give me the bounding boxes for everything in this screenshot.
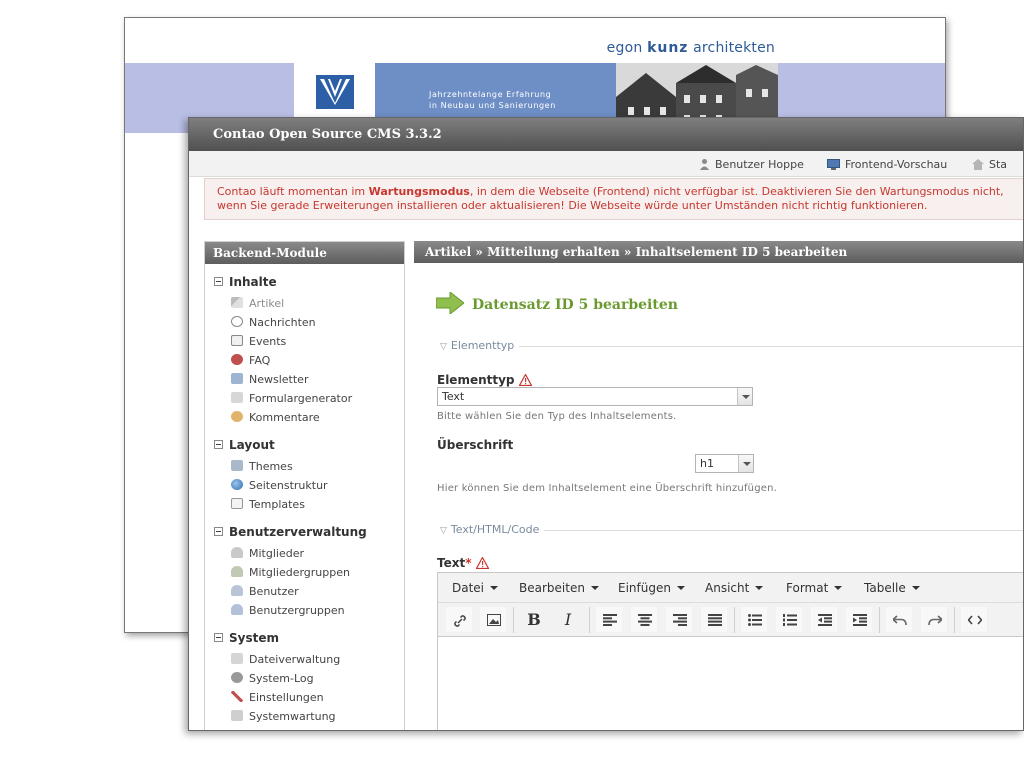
toolbar-user-link[interactable]: Benutzer Hoppe [699,158,804,171]
field-type-help: Bitte wählen Sie den Typ des Inhaltselements. [437,411,677,422]
align-right-icon [673,614,687,626]
sidebar-item-nachrichten[interactable]: Nachrichten [231,316,316,329]
editor-menubar [438,573,1024,603]
insert-link-button[interactable] [446,607,472,632]
sidebar-item-kommentare[interactable]: Kommentare [231,411,320,424]
toolbar-frontend-preview-link[interactable]: Frontend-Vorschau [827,158,947,171]
link-icon [453,614,467,628]
site-slogan-line2: in Neubau und Sanierungen [429,101,556,110]
warning-icon [476,557,489,569]
sidebar-item-systemwartung[interactable]: Systemwartung [231,710,336,723]
faq-icon [231,354,243,365]
files-icon [231,653,243,664]
editor-toolbar [438,603,1024,637]
cms-top-toolbar [189,151,1023,177]
legend-elementtyp[interactable]: ▽ Elementtyp [440,339,515,352]
chevron-down-icon [737,388,752,405]
menu-format[interactable]: Format [786,581,842,595]
sidebar-item-benutzer[interactable]: Benutzer [231,585,299,598]
undo-icon [893,614,907,626]
italic-button[interactable]: I [564,610,572,629]
toolbar-separator [513,607,514,633]
backend-modules-sidebar [204,241,405,731]
user-icon [699,158,710,170]
code-icon [968,614,982,626]
cms-window [188,117,1024,731]
toolbar-separator [734,607,735,633]
align-left-icon [603,614,617,626]
toolbar-separator [589,607,590,633]
numbered-list-icon [783,614,797,626]
bullet-list-icon [748,614,762,626]
outdent-button[interactable] [811,607,837,632]
chevron-down-icon [738,455,753,472]
align-center-button[interactable] [631,607,657,632]
triangle-down-icon: ▽ [440,342,447,352]
menu-tabelle[interactable]: Tabelle [864,581,920,595]
user-icon [231,585,243,596]
sidebar-item-mitglieder[interactable]: Mitglieder [231,547,304,560]
settings-icon [231,691,243,702]
sidebar-group-system[interactable]: System [214,631,279,645]
maintenance-icon [231,710,243,721]
field-type-label: Elementtyp [437,373,532,387]
align-center-icon [638,614,652,626]
insert-image-button[interactable] [480,607,506,632]
menu-datei[interactable]: Datei [452,581,498,595]
sidebar-item-newsletter[interactable]: Newsletter [231,373,308,386]
sidebar-group-layout[interactable]: Layout [214,438,275,452]
required-marker: * [465,556,472,570]
menu-bearbeiten[interactable]: Bearbeiten [519,581,599,595]
element-type-select[interactable]: Text [437,387,753,406]
collapse-icon [214,440,223,449]
sidebar-item-benutzergruppen[interactable]: Benutzergruppen [231,604,345,617]
collapse-icon [214,527,223,536]
maintenance-warning: Contao läuft momentan im Wartungsmodus, in dem die Webseite (Frontend) nicht verfügbar ist. Deaktivieren Sie den Wartungsmodus nicht, wenn Sie gerade Erweiterungen installieren oder aktualisieren! Die Webseite würde unter Umständen nicht richtig funktionieren. [204,178,1024,220]
redo-icon [928,614,942,626]
warning-icon [519,374,532,386]
source-code-button[interactable] [961,607,987,632]
triangle-down-icon: ▽ [440,526,447,536]
newsletter-icon [231,373,243,384]
align-justify-button[interactable] [701,607,727,632]
field-headline-help: Hier können Sie dem Inhaltselement eine Überschrift hinzufügen. [437,483,778,494]
sidebar-item-dateiverwaltung[interactable]: Dateiverwaltung [231,653,340,666]
breadcrumb: Artikel » Mitteilung erhalten » Inhaltselement ID 5 bearbeiten [414,241,1024,263]
align-right-button[interactable] [666,607,692,632]
comment-icon [231,411,243,422]
sidebar-group-benutzerverwaltung[interactable]: Benutzerverwaltung [214,525,367,539]
sidebar-item-einstellungen[interactable]: Einstellungen [231,691,324,704]
sidebar-item-artikel[interactable]: Artikel [231,297,284,310]
news-icon [231,316,243,327]
log-icon [231,672,243,683]
bold-button[interactable]: B [527,610,541,629]
member-icon [231,547,243,558]
menu-einfuegen[interactable]: Einfügen [618,581,685,595]
field-headline-label: Überschrift [437,438,514,452]
indent-icon [853,614,867,626]
align-justify-icon [708,614,722,626]
sidebar-group-inhalte[interactable]: Inhalte [214,275,277,289]
home-icon [972,159,984,170]
sidebar-item-system-log[interactable]: System-Log [231,672,314,685]
undo-button[interactable] [886,607,912,632]
template-icon [231,498,243,509]
member-group-icon [231,566,243,577]
editor-content-area[interactable] [438,637,1024,731]
toolbar-separator [879,607,880,633]
indent-button[interactable] [846,607,872,632]
headline-level-select[interactable]: h1 [695,454,754,473]
sidebar-item-faq[interactable]: FAQ [231,354,270,367]
sidebar-header: Backend-Module [205,242,404,264]
site-logo-text: egon kunz architekten [606,40,775,56]
toolbar-start-link[interactable]: Sta [972,158,1007,171]
site-slogan-line1: Jahrzehntelange Erfahrung [429,90,552,99]
form-icon [231,392,243,403]
themes-icon [231,460,243,471]
collapse-icon [214,277,223,286]
image-icon [487,614,501,626]
legend-text-html-code[interactable]: ▽ Text/HTML/Code [440,523,540,536]
sidebar-item-mitgliedergruppen[interactable]: Mitgliedergruppen [231,566,350,579]
arrow-right-icon [436,292,464,314]
calendar-icon [231,335,243,346]
redo-button[interactable] [921,607,947,632]
globe-icon [231,479,243,490]
sidebar-item-themes[interactable]: Themes [231,460,293,473]
sidebar-item-formulargenerator[interactable]: Formulargenerator [231,392,352,405]
cms-title: Contao Open Source CMS 3.3.2 [189,118,1023,151]
align-left-button[interactable] [596,607,622,632]
user-group-icon [231,604,243,615]
rich-text-editor [437,572,1024,731]
monitor-icon [827,159,840,170]
menu-ansicht[interactable]: Ansicht [705,581,763,595]
article-icon [231,297,243,308]
sidebar-item-templates[interactable]: Templates [231,498,305,511]
field-text-label: Text* [437,556,489,570]
sidebar-item-seitenstruktur[interactable]: Seitenstruktur [231,479,328,492]
record-title: Datensatz ID 5 bearbeiten [436,292,678,314]
toolbar-separator [954,607,955,633]
numbered-list-button[interactable] [776,607,802,632]
sidebar-item-events[interactable]: Events [231,335,286,348]
outdent-icon [818,614,832,626]
bullet-list-button[interactable] [741,607,767,632]
collapse-icon [214,633,223,642]
